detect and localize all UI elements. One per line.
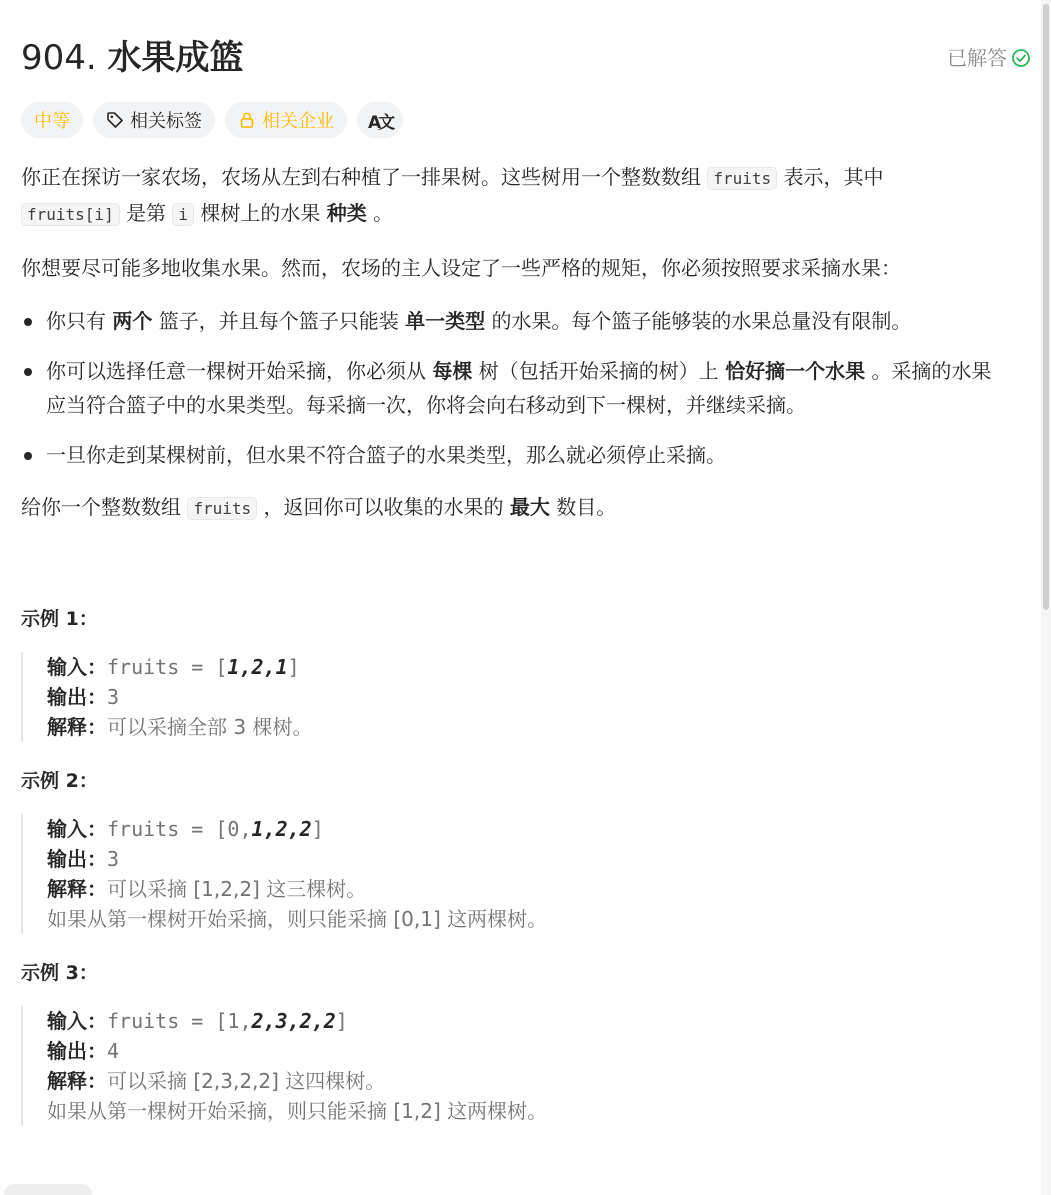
difficulty-badge <box>21 102 83 138</box>
highlight: 1,2,1 <box>227 655 288 679</box>
scrollbar[interactable] <box>1041 0 1051 1195</box>
tag-icon <box>106 111 124 129</box>
bold-text: 种类 <box>326 201 367 225</box>
description-paragraph-3 <box>21 490 1011 526</box>
related-tags-label: 相关标签 <box>130 111 202 132</box>
example-explanation-extra: 如果从第一棵树开始采摘，则只能采摘 [0,1] 这两棵树。 <box>47 907 548 931</box>
label: 输出： <box>47 847 107 871</box>
example-explanation <box>47 1066 1011 1096</box>
value: 可以采摘 [1,2,2] 这三棵树。 <box>107 877 367 901</box>
list-item <box>21 304 1011 338</box>
inline-code: fruits <box>187 497 257 520</box>
value: ] <box>335 1009 348 1033</box>
text: 。 <box>373 201 394 225</box>
value: fruits = [ <box>107 655 228 679</box>
example-explanation <box>47 874 1011 904</box>
label: 输入： <box>47 655 107 679</box>
example-input <box>47 814 1011 844</box>
problem-description <box>21 160 1011 1150</box>
bold-text: 最大 <box>509 495 550 519</box>
label: 输入： <box>47 1009 107 1033</box>
tag-row <box>21 102 403 138</box>
text: 给你一个整数数组 <box>21 495 181 519</box>
solved-status <box>947 44 1031 72</box>
text: 数目。 <box>556 495 617 519</box>
example-input <box>47 1006 1011 1036</box>
related-companies-button[interactable] <box>225 102 347 138</box>
description-paragraph-1 <box>21 160 1011 232</box>
highlight: 2,3,2,2 <box>251 1009 336 1033</box>
example-block <box>21 814 1011 934</box>
bold-text: 单一类型 <box>405 309 486 333</box>
related-tags-button[interactable] <box>93 102 215 138</box>
text: 你只有 <box>46 309 106 333</box>
value: 可以采摘 [2,3,2,2] 这四棵树。 <box>107 1069 386 1093</box>
label: 解释： <box>47 1069 107 1093</box>
example-title: 示例 2： <box>21 770 98 792</box>
example-block <box>21 1006 1011 1126</box>
title-row <box>21 36 1031 80</box>
text: 是第 <box>126 201 167 225</box>
label: 输出： <box>47 685 107 709</box>
problem-number: 904. <box>21 38 97 78</box>
label: 输入： <box>47 817 107 841</box>
description-paragraph-2: 你想要尽可能多地收集水果。然而，农场的主人设定了一些严格的规矩，你必须按照要求采摘水果： <box>21 256 901 280</box>
label: 解释： <box>47 877 107 901</box>
value: fruits = [0, <box>107 817 252 841</box>
text: 树（包括开始采摘的树）上 <box>478 359 719 383</box>
value: 4 <box>107 1039 120 1063</box>
label: 解释： <box>47 715 107 739</box>
example-title: 示例 1： <box>21 608 98 630</box>
value: 3 <box>107 685 120 709</box>
highlight: 1,2,2 <box>251 817 312 841</box>
bold-text: 每棵 <box>432 359 473 383</box>
problem-name: 水果成篮 <box>107 38 244 78</box>
problem-title[interactable] <box>21 36 1031 80</box>
list-item: 一旦你走到某棵树前，但水果不符合篮子的水果类型，那么就必须停止采摘。 <box>21 438 1011 472</box>
text: 表示，其中 <box>783 165 884 189</box>
value: ] <box>311 817 324 841</box>
text: 棵树上的水果 <box>200 201 321 225</box>
related-companies-label: 相关企业 <box>262 111 334 132</box>
inline-code: fruits <box>707 167 777 190</box>
text: 篮子，并且每个篮子只能装 <box>158 309 399 333</box>
translate-button[interactable] <box>357 102 403 138</box>
value: fruits = [1, <box>107 1009 252 1033</box>
rules-list <box>21 304 1011 472</box>
value: ] <box>287 655 300 679</box>
text: ，返回你可以收集的水果的 <box>263 495 504 519</box>
label: 输出： <box>47 1039 107 1063</box>
text: 你正在探访一家农场，农场从左到右种植了一排果树。这些树用一个整数数组 <box>21 165 701 189</box>
list-item <box>21 354 1011 422</box>
text: 的水果。每个篮子能够装的水果总量没有限制。 <box>491 309 912 333</box>
example-output <box>47 682 1011 712</box>
solved-status-label: 已解答 <box>947 46 1007 70</box>
translate-icon: A文 <box>368 112 393 133</box>
example-explanation <box>47 712 1011 742</box>
example-output <box>47 1036 1011 1066</box>
bold-text: 恰好摘一个水果 <box>725 359 866 383</box>
difficulty-label: 中等 <box>34 111 70 132</box>
example-explanation-extra: 如果从第一棵树开始采摘，则只能采摘 [1,2] 这两棵树。 <box>47 1099 548 1123</box>
bold-text: 两个 <box>112 309 153 333</box>
example-input <box>47 652 1011 682</box>
floating-pill[interactable] <box>4 1184 92 1195</box>
example-block <box>21 652 1011 742</box>
lock-icon <box>238 111 256 129</box>
example-title: 示例 3： <box>21 962 98 984</box>
text: 你可以选择任意一棵树开始采摘，你必须从 <box>46 359 426 383</box>
inline-code: fruits[i] <box>21 203 120 226</box>
text: 。采摘的水果应当符合篮子中的水果类型。每采摘一次，你将会向右移动到下一棵树，并继续采摘。 <box>46 359 992 417</box>
example-output <box>47 844 1011 874</box>
inline-code: i <box>172 203 194 226</box>
check-circle-icon <box>1011 48 1031 68</box>
value: 可以采摘全部 3 棵树。 <box>107 715 313 739</box>
scrollbar-thumb[interactable] <box>1043 4 1049 610</box>
value: 3 <box>107 847 120 871</box>
